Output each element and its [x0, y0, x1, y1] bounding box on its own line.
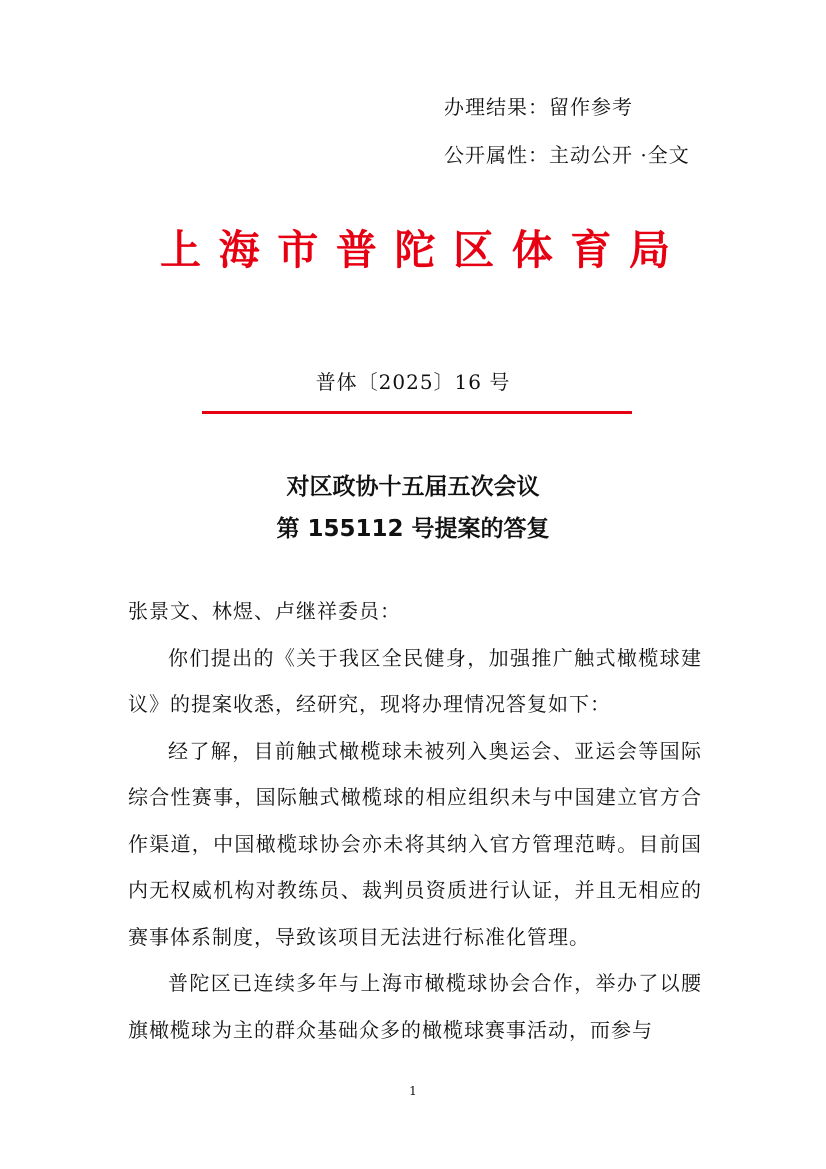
disclosure-attribute: 公开属性：主动公开 ·全文 — [444, 143, 690, 167]
title-line-1: 对区政协十五届五次会议 — [286, 474, 540, 500]
agency-name-header: 上海市普陀区体育局 — [160, 226, 670, 274]
red-divider-line — [202, 411, 632, 414]
document-number: 普体〔2025〕16 号 — [315, 370, 511, 394]
body-paragraph-2: 经了解，目前触式橄榄球未被列入奥运会、亚运会等国际综合性赛事，国际触式橄榄球的相应组织未与中国建立官方合作渠道，中国橄榄球协会亦未将其纳入官方管理范畴。目前国内无权威机构对教练员、裁判员资质进行认证，并且无相应的赛事体系制度，导致该项目无法进行标准化管理。 — [128, 738, 702, 949]
body-paragraph-3: 普陀区已连续多年与上海市橄榄球协会合作，举办了以腰旗橄榄球为主的群众基础众多的橄榄球赛事活动，而参与 — [128, 971, 702, 1042]
title-line-2: 第 155112 号提案的答复 — [276, 516, 550, 542]
salutation: 张景文、林煜、卢继祥委员： — [128, 599, 401, 623]
letter-body — [128, 588, 702, 1053]
page-number: 1 — [409, 1084, 417, 1098]
handling-result: 办理结果：留作参考 — [444, 95, 633, 119]
body-paragraph-1: 你们提出的《关于我区全民健身，加强推广触式橄榄球建议》的提案收悉，经研究，现将办理情况答复如下： — [128, 645, 702, 716]
